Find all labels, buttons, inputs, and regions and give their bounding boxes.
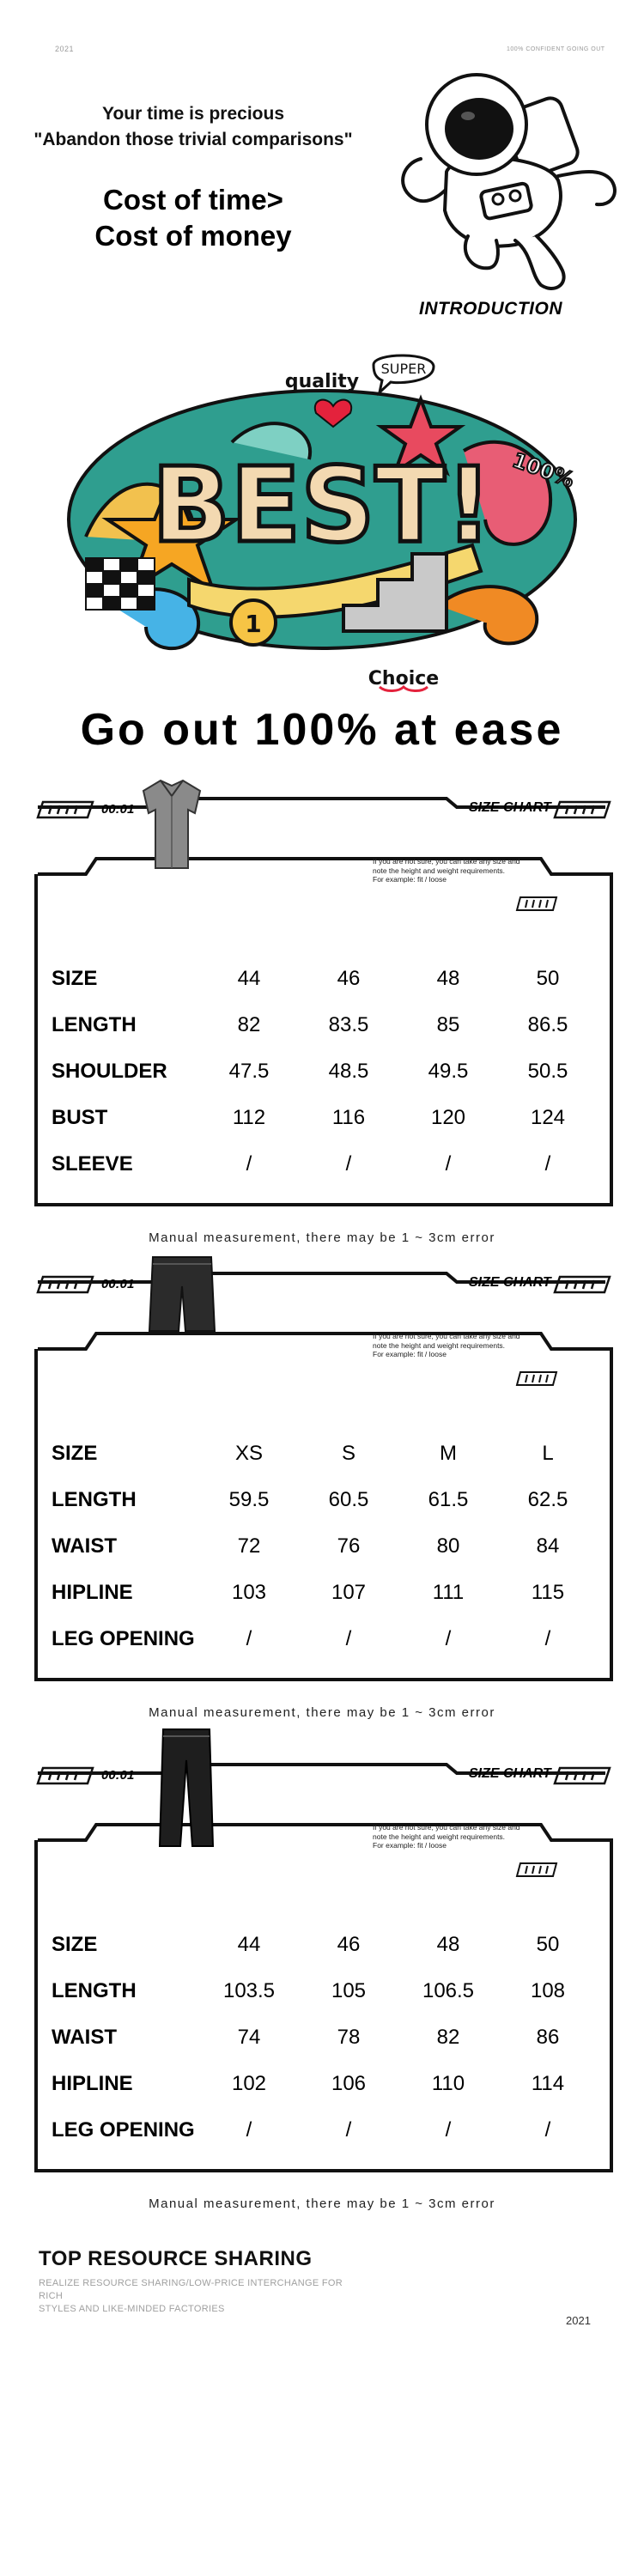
table-cell: 49.5	[428, 1060, 469, 1083]
size-chart-title: SIZE CHART	[469, 800, 551, 815]
table-cell: 115	[531, 1581, 565, 1604]
pants-product-image	[156, 1726, 216, 1850]
size-table-row	[52, 1441, 584, 1487]
table-cell: 44	[237, 967, 261, 990]
row-label: LENGTH	[52, 1488, 137, 1511]
table-cell: /	[345, 1627, 352, 1650]
size-table-row	[52, 2117, 584, 2164]
table-cell: /	[246, 1152, 252, 1176]
tagline-heading: Go out 100% at ease	[80, 705, 564, 755]
table-cell: /	[544, 2118, 551, 2142]
size-table-row	[52, 2071, 584, 2117]
table-cell: /	[544, 1627, 551, 1650]
table-cell: 114	[531, 2072, 565, 2095]
size-note-line: For example: fit / loose	[373, 1841, 447, 1850]
table-cell: 74	[237, 2026, 261, 2049]
row-label: LENGTH	[52, 1013, 137, 1036]
hero-cost-heading	[52, 182, 335, 254]
table-cell: 85	[436, 1013, 460, 1036]
table-cell: 106	[331, 2072, 367, 2095]
size-table-row	[52, 1978, 584, 2025]
size-table-row	[52, 2025, 584, 2071]
size-table-row	[52, 1580, 584, 1626]
table-cell: 106.5	[422, 1979, 475, 2002]
table-cell: /	[345, 2118, 352, 2142]
size-note	[373, 1823, 553, 1850]
measurement-note: Manual measurement, there may be 1 ~ 3cm error	[149, 2196, 495, 2211]
footer-title: TOP RESOURCE SHARING	[39, 2247, 313, 2270]
table-cell: 124	[530, 1106, 566, 1129]
size-note-line: If you are not sure, you can take any size and	[373, 1332, 520, 1340]
size-table-row	[52, 1151, 584, 1198]
table-cell: 110	[431, 2072, 465, 2095]
table-cell: 59.5	[228, 1488, 270, 1511]
table-cell: 60.5	[328, 1488, 369, 1511]
table-cell: S	[341, 1442, 355, 1465]
table-cell: /	[445, 2118, 452, 2142]
footer-year: 2021	[566, 2314, 591, 2327]
hundred-percent-badge: 100%	[509, 447, 578, 493]
row-label: SIZE	[52, 1442, 98, 1465]
row-label: SIZE	[52, 1933, 98, 1956]
table-cell: 83.5	[328, 1013, 369, 1036]
size-table-row	[52, 1059, 584, 1105]
row-label: LEG OPENING	[52, 2118, 195, 2142]
table-cell: 50	[536, 1933, 560, 1956]
best-lettering: BEST!	[151, 447, 493, 566]
table-cell: 48	[436, 1933, 460, 1956]
intro-label: INTRODUCTION	[419, 299, 562, 319]
hero-quote	[26, 101, 361, 153]
table-cell: /	[345, 1152, 352, 1176]
size-chart-section	[0, 1747, 644, 2211]
table-cell: 82	[436, 2026, 460, 2049]
size-table-row	[52, 1105, 584, 1151]
table-cell: /	[445, 1627, 452, 1650]
super-speech-bubble	[374, 355, 434, 392]
table-cell: 116	[331, 1106, 366, 1129]
table-cell: XS	[234, 1442, 263, 1465]
small-stripe-tag	[517, 1372, 556, 1385]
shorts-product-image	[148, 1252, 216, 1338]
row-label: LENGTH	[52, 1979, 137, 2002]
row-label: WAIST	[52, 2026, 117, 2049]
table-cell: 61.5	[428, 1488, 469, 1511]
size-note-line: For example: fit / loose	[373, 875, 447, 884]
astronaut-illustration	[386, 69, 635, 296]
product-image	[148, 1252, 216, 1342]
hero-cost-line1: Cost of time>	[103, 184, 283, 216]
table-cell: 107	[331, 1581, 367, 1604]
left-stripe-tag	[38, 802, 93, 817]
size-table-row	[52, 1626, 584, 1673]
small-stripe-tag	[517, 1863, 556, 1876]
table-cell: 112	[232, 1106, 266, 1129]
table-cell: 80	[436, 1534, 460, 1558]
row-label: LEG OPENING	[52, 1627, 195, 1650]
table-cell: 102	[231, 2072, 267, 2095]
size-table	[52, 1441, 584, 1673]
size-table-row	[52, 966, 584, 1012]
table-cell: /	[544, 1152, 551, 1176]
hero-quote-line1: Your time is precious	[102, 104, 284, 124]
chart-number-label: 00:01	[101, 802, 135, 817]
choice-word: Choice	[368, 668, 440, 690]
row-label: HIPLINE	[52, 2072, 133, 2095]
table-cell: 105	[331, 1979, 367, 2002]
size-note-line: note the height and weight requirements.	[373, 866, 506, 875]
table-cell: /	[246, 2118, 252, 2142]
table-cell: /	[445, 1152, 452, 1176]
product-image	[156, 1726, 216, 1855]
size-note	[373, 1332, 553, 1359]
size-chart-title: SIZE CHART	[469, 1275, 551, 1290]
table-cell: 46	[337, 1933, 361, 1956]
medal-number: 1	[245, 610, 262, 638]
right-stripe-tag	[555, 1277, 610, 1292]
product-image	[142, 777, 202, 876]
table-cell: 72	[237, 1534, 261, 1558]
table-cell: 48.5	[328, 1060, 369, 1083]
table-cell: 76	[337, 1534, 361, 1558]
size-table	[52, 1932, 584, 2164]
table-cell: 48	[436, 967, 460, 990]
table-cell: 103	[231, 1581, 267, 1604]
footer-subtitle	[39, 2277, 365, 2316]
measurement-note: Manual measurement, there may be 1 ~ 3cm error	[149, 1230, 495, 1245]
row-label: BUST	[52, 1106, 108, 1129]
row-label: SIZE	[52, 967, 98, 990]
row-label: SLEEVE	[52, 1152, 133, 1176]
chart-number-label: 00:01	[101, 1277, 135, 1291]
table-cell: 78	[337, 2026, 361, 2049]
header-tagline: 100% CONFIDENT GOING OUT	[507, 46, 605, 52]
table-cell: 50	[536, 967, 560, 990]
left-stripe-tag	[38, 1768, 93, 1783]
table-cell: 62.5	[527, 1488, 568, 1511]
table-cell: 82	[237, 1013, 261, 1036]
table-cell: 86	[536, 2026, 560, 2049]
row-label: WAIST	[52, 1534, 117, 1558]
table-cell: 120	[430, 1106, 466, 1129]
table-cell: L	[542, 1442, 554, 1465]
table-cell: 50.5	[527, 1060, 568, 1083]
size-note	[373, 857, 553, 884]
size-note-line: If you are not sure, you can take any size and	[373, 1823, 520, 1832]
size-table-row	[52, 1932, 584, 1978]
super-word: SUPER	[380, 361, 427, 377]
footer-subtitle-line1: REALIZE RESOURCE SHARING/LOW-PRICE INTERCHANGE FOR RICH	[39, 2278, 343, 2301]
left-stripe-tag	[38, 1277, 93, 1292]
size-note-line: If you are not sure, you can take any size and	[373, 857, 520, 866]
table-cell: /	[246, 1627, 252, 1650]
size-table-row	[52, 1012, 584, 1059]
size-chart-title: SIZE CHART	[469, 1766, 551, 1781]
footer-subtitle-line2: STYLES AND LIKE-MINDED FACTORIES	[39, 2304, 225, 2314]
size-chart-section	[0, 781, 644, 1245]
row-label: HIPLINE	[52, 1581, 133, 1604]
hero-quote-line2: "Abandon those trivial comparisons"	[33, 130, 353, 149]
right-stripe-tag	[555, 1768, 610, 1783]
table-cell: 111	[432, 1581, 465, 1604]
table-cell: 103.5	[222, 1979, 276, 2002]
table-cell: 47.5	[228, 1060, 270, 1083]
size-note-line: note the height and weight requirements.	[373, 1832, 506, 1841]
size-chart-section	[0, 1256, 644, 1720]
quality-word: quality	[284, 371, 360, 392]
small-stripe-tag	[517, 897, 556, 910]
table-cell: 46	[337, 967, 361, 990]
table-cell: 44	[237, 1933, 261, 1956]
best-doodle-illustration	[60, 348, 584, 696]
table-cell: M	[440, 1442, 457, 1465]
table-cell: 86.5	[527, 1013, 568, 1036]
hero-cost-line2: Cost of money	[94, 220, 292, 252]
size-note-line: For example: fit / loose	[373, 1350, 447, 1358]
right-stripe-tag	[555, 802, 610, 817]
size-table	[52, 966, 584, 1198]
chart-number-label: 00:01	[101, 1768, 135, 1783]
size-table-row	[52, 1534, 584, 1580]
table-cell: 84	[536, 1534, 560, 1558]
header-year: 2021	[55, 45, 75, 53]
size-table-row	[52, 1487, 584, 1534]
row-label: SHOULDER	[52, 1060, 167, 1083]
table-cell: 108	[530, 1979, 566, 2002]
size-note-line: note the height and weight requirements.	[373, 1340, 506, 1350]
measurement-note: Manual measurement, there may be 1 ~ 3cm error	[149, 1705, 495, 1720]
shirt-product-image	[142, 777, 202, 872]
